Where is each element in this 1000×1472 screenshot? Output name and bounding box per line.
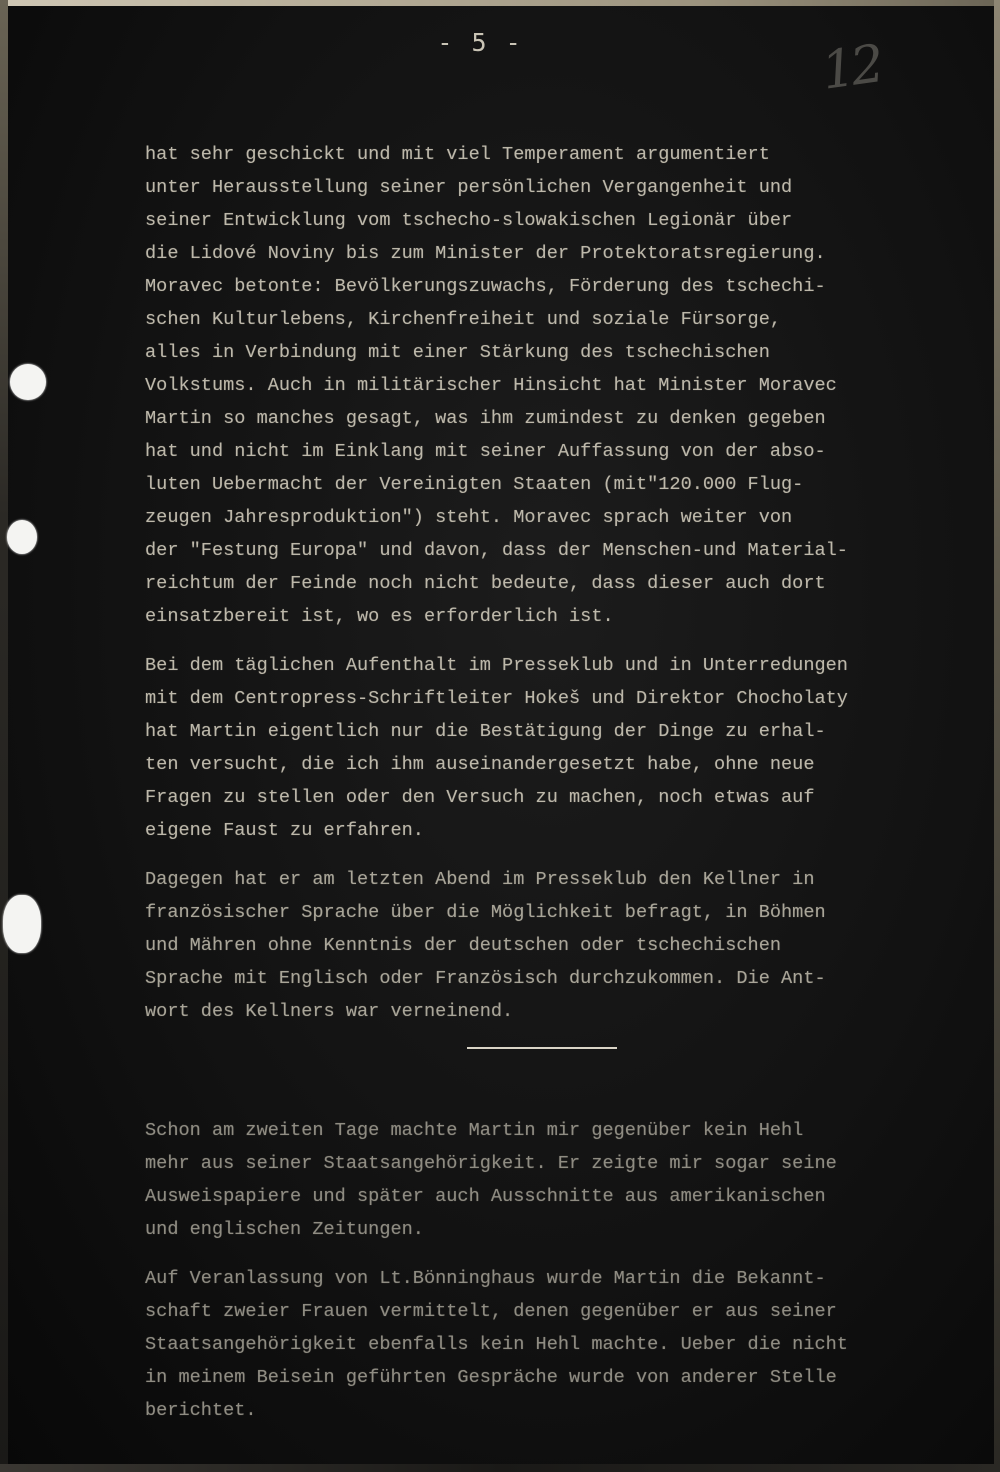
- text-line: und Mähren ohne Kenntnis der deutschen oder tschechischen: [145, 935, 782, 956]
- punch-hole-icon: [10, 364, 46, 400]
- text-line: alles in Verbindung mit einer Stärkung des tschechischen: [145, 342, 770, 363]
- text-line: hat sehr geschickt und mit viel Temperament argumentiert: [145, 144, 770, 165]
- paragraph-1: [145, 138, 955, 633]
- paragraph-4: [145, 1114, 955, 1246]
- paper-edge-bottom: [0, 1464, 1000, 1472]
- text-line: Dagegen hat er am letzten Abend im Presseklub den Kellner in: [145, 869, 815, 890]
- text-line: Ausweispapiere und später auch Ausschnitte aus amerikanischen: [145, 1186, 826, 1207]
- text-line: und englischen Zeitungen.: [145, 1219, 424, 1240]
- text-line: hat und nicht im Einklang mit seiner Auffassung von der abso-: [145, 441, 826, 462]
- text-line: Auf Veranlassung von Lt.Bönninghaus wurde Martin die Bekannt-: [145, 1268, 826, 1289]
- text-line: seiner Entwicklung vom tschecho-slowakischen Legionär über: [145, 210, 793, 231]
- text-line: hat Martin eigentlich nur die Bestätigung der Dinge zu erhal-: [145, 721, 826, 742]
- text-line: Sprache mit Englisch oder Französisch durchzukommen. Die Ant-: [145, 968, 826, 989]
- text-line: Schon am zweiten Tage machte Martin mir gegenüber kein Hehl: [145, 1120, 804, 1141]
- text-line: französischer Sprache über die Möglichkeit befragt, in Böhmen: [145, 902, 826, 923]
- text-line: mit dem Centropress-Schriftleiter Hokeš und Direktor Chocholaty: [145, 688, 848, 709]
- text-line: mehr aus seiner Staatsangehörigkeit. Er zeigte mir sogar seine: [145, 1153, 837, 1174]
- text-line: schen Kulturlebens, Kirchenfreiheit und soziale Fürsorge,: [145, 309, 782, 330]
- text-line: Staatsangehörigkeit ebenfalls kein Hehl machte. Ueber die nicht: [145, 1334, 848, 1355]
- text-line: Moravec betonte: Bevölkerungszuwachs, Förderung des tschechi-: [145, 276, 826, 297]
- text-line: die Lidové Noviny bis zum Minister der Protektoratsregierung.: [145, 243, 826, 264]
- text-line: der "Festung Europa" und davon, dass der Menschen-und Material-: [145, 540, 848, 561]
- paragraph-gap: [145, 1246, 955, 1262]
- punch-hole-icon: [3, 895, 41, 953]
- text-line: berichtet.: [145, 1400, 257, 1421]
- paragraph-2: [145, 649, 955, 847]
- document-body: [145, 138, 955, 1427]
- text-line: Fragen zu stellen oder den Versuch zu machen, noch etwas auf: [145, 787, 815, 808]
- paragraph-3: [145, 863, 955, 1028]
- text-line: Volkstums. Auch in militärischer Hinsicht hat Minister Moravec: [145, 375, 837, 396]
- text-line: in meinem Beisein geführten Gespräche wurde von anderer Stelle: [145, 1367, 837, 1388]
- paper-edge-left: [0, 0, 8, 1472]
- text-line: reichtum der Feinde noch nicht bedeute, dass dieser auch dort: [145, 573, 826, 594]
- text-line: luten Uebermacht der Vereinigten Staaten (mit"120.000 Flug-: [145, 474, 804, 495]
- text-line: zeugen Jahresproduktion") steht. Moravec sprach weiter von: [145, 507, 793, 528]
- paragraph-gap: [145, 633, 955, 649]
- paper-edge-top: [0, 0, 1000, 6]
- page-number: - 5 -: [437, 28, 523, 57]
- text-line: einsatzbereit ist, wo es erforderlich ist.: [145, 606, 614, 627]
- text-line: ten versucht, die ich ihm auseinandergesetzt habe, ohne neue: [145, 754, 815, 775]
- text-line: Bei dem täglichen Aufenthalt im Presseklub und in Unterredungen: [145, 655, 848, 676]
- text-line: wort des Kellners war verneinend.: [145, 1001, 514, 1022]
- handwritten-folio-mark: 12: [818, 34, 885, 102]
- text-line: schaft zweier Frauen vermittelt, denen gegenüber er aus seiner: [145, 1301, 837, 1322]
- paragraph-gap: [145, 847, 955, 863]
- text-line: Martin so manches gesagt, was ihm zumindest zu denken gegeben: [145, 408, 826, 429]
- text-line: eigene Faust zu erfahren.: [145, 820, 424, 841]
- section-separator-line: [467, 1047, 617, 1049]
- paragraph-5: [145, 1262, 955, 1427]
- punch-hole-icon: [7, 520, 37, 554]
- separator-space: [145, 1028, 955, 1114]
- text-line: unter Herausstellung seiner persönlichen Vergangenheit und: [145, 177, 793, 198]
- paper-edge-right: [994, 0, 1000, 1472]
